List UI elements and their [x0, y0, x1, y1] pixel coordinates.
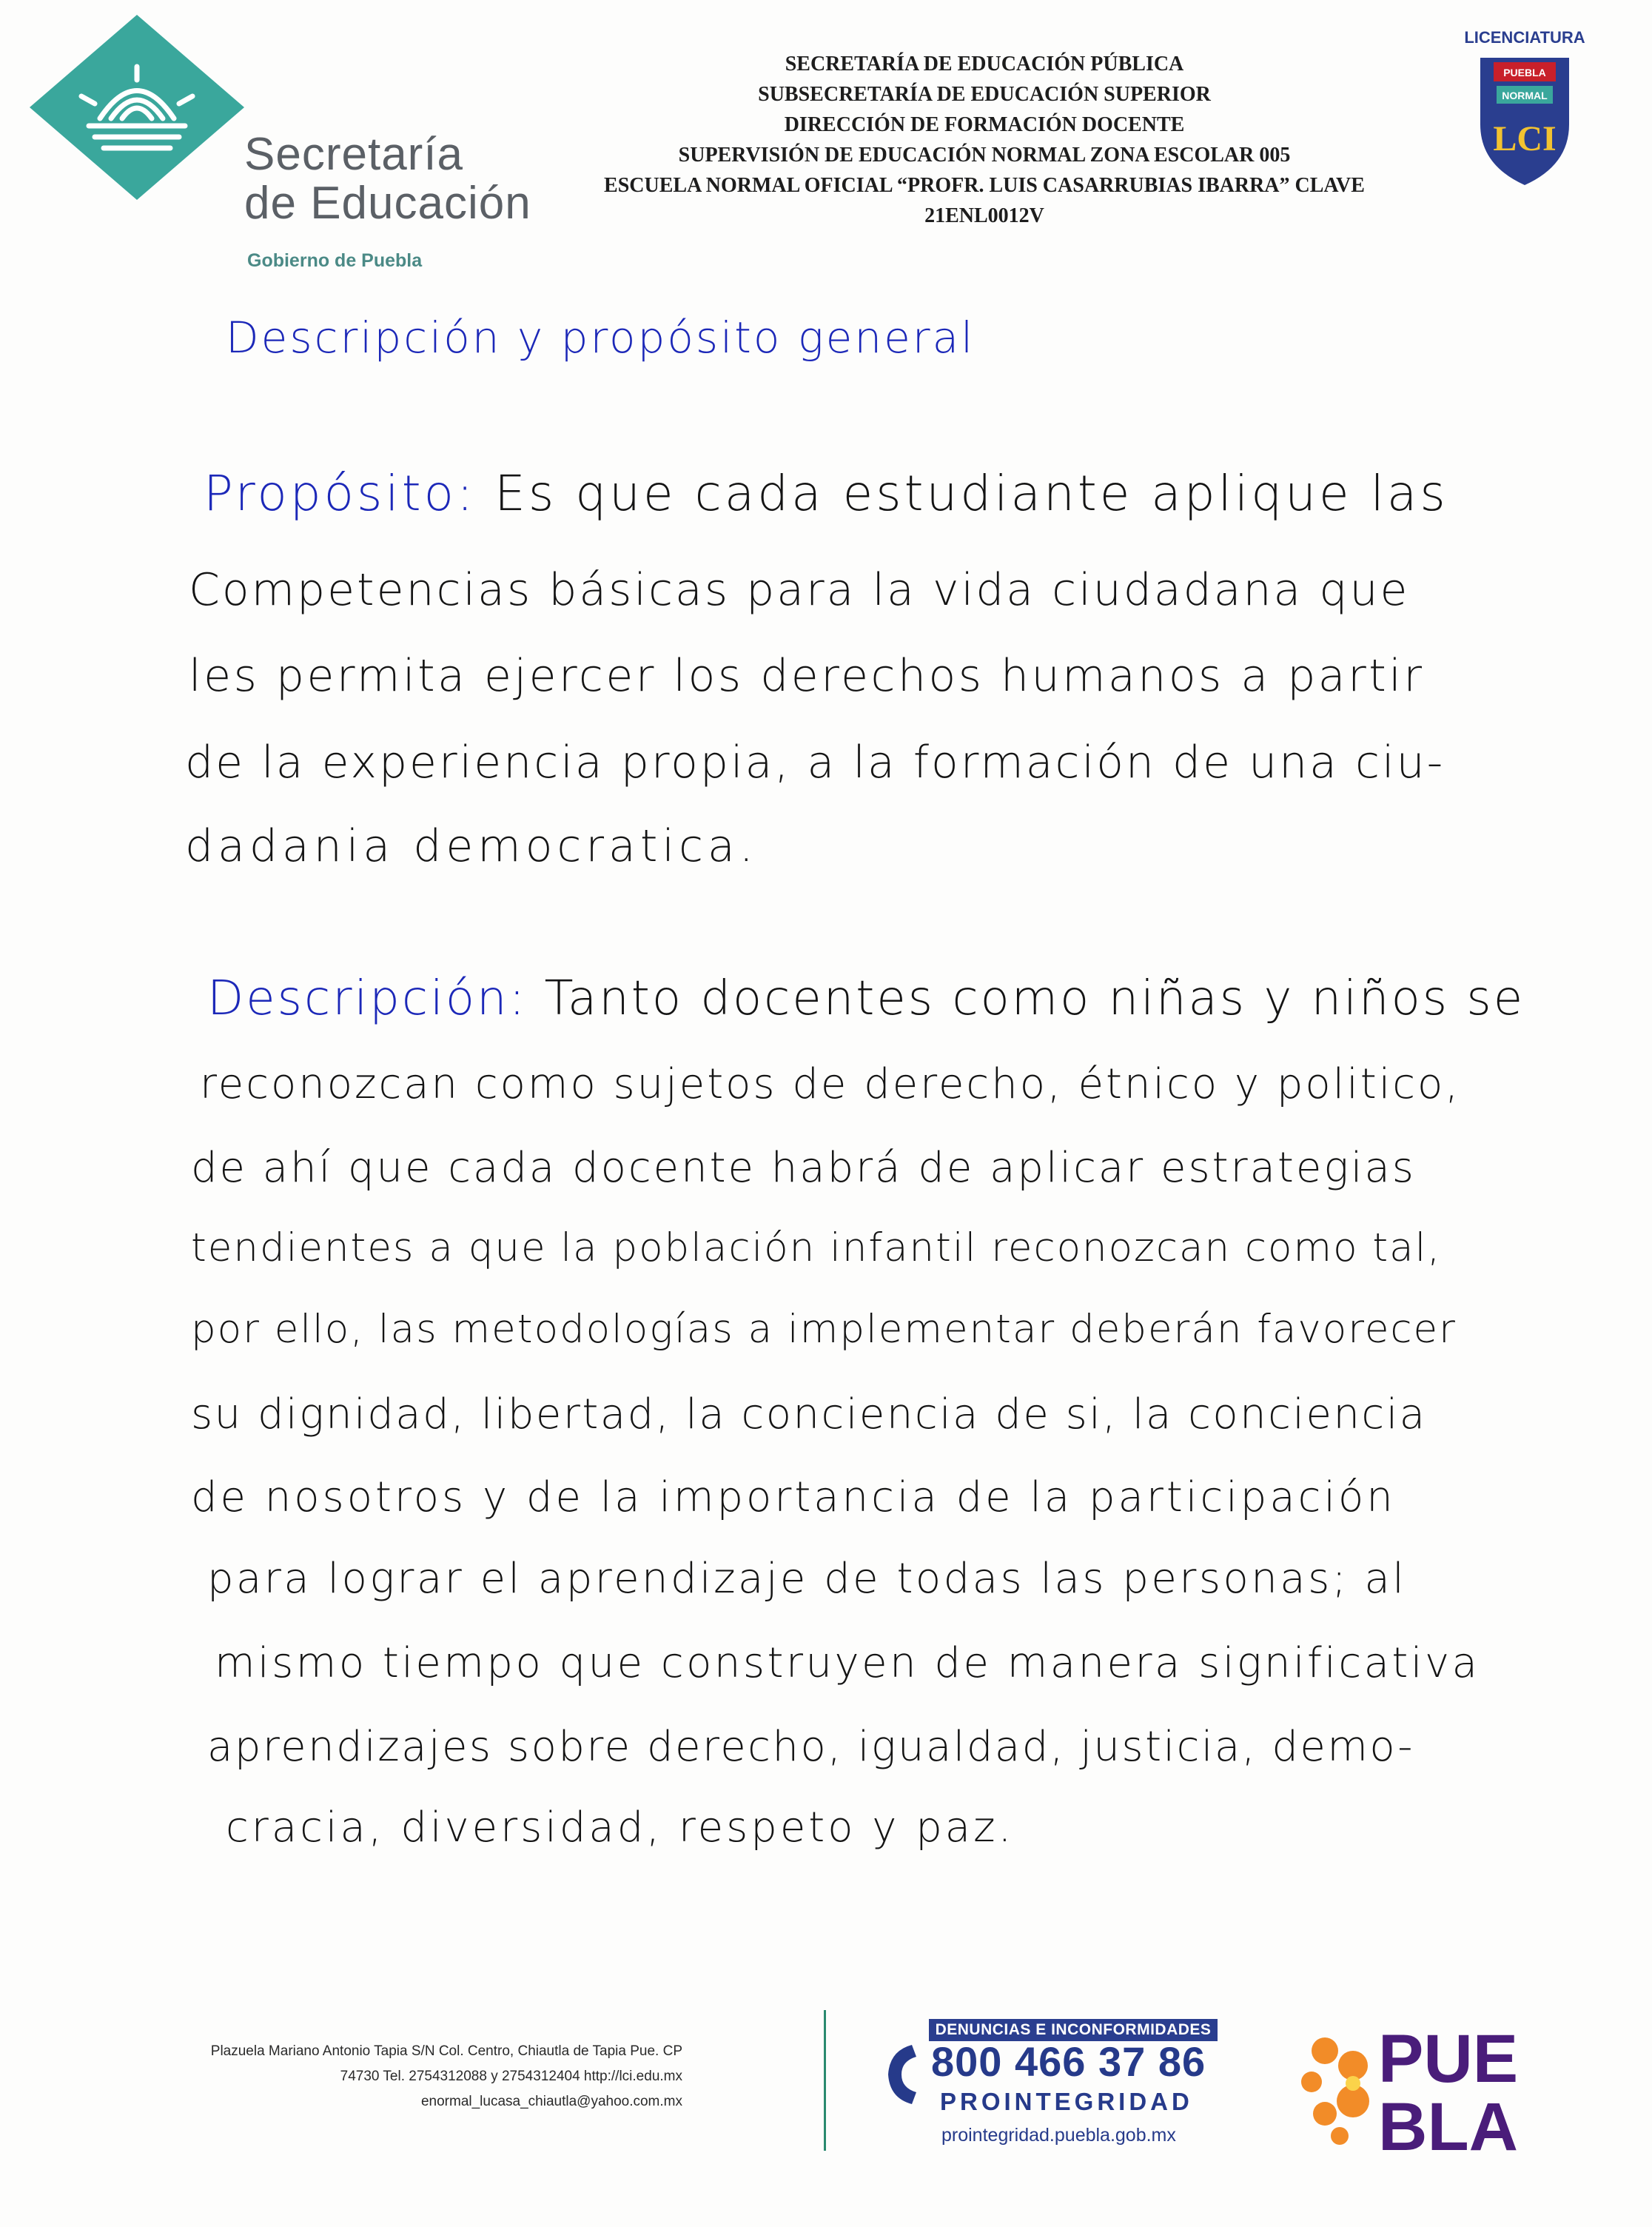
descripcion-line: aprendizajes sobre derecho, igualdad, justicia, demo-: [207, 1723, 1414, 1771]
institution-line: 21ENL0012V: [924, 204, 1044, 227]
school-logo-ribbon-text: PUEBLA: [1503, 67, 1546, 78]
prointegridad-label: PROINTEGRIDAD: [940, 2088, 1193, 2115]
puebla-logo-text-bottom: BLA: [1378, 2089, 1519, 2162]
proposito-line: Competencias básicas para la vida ciudadana que: [189, 564, 1410, 616]
proposito-line: de la experiencia propia, a la formación de una ciu-: [185, 737, 1446, 788]
institution-header: [474, 49, 1495, 231]
phone-icon: [882, 2040, 927, 2109]
school-logo-monogram: LCI: [1493, 119, 1557, 158]
descripcion-text: Tanto docentes como niñas y niños se: [527, 971, 1525, 1026]
descripcion-line: para lograr el aprendizaje de todas las personas; al: [207, 1555, 1407, 1603]
school-logo-arc-text: LICENCIATURA: [1464, 28, 1585, 47]
proposito-text: Es que cada estudiante aplique las: [476, 465, 1448, 522]
document-title: Descripción y propósito general: [226, 312, 976, 363]
descripcion-line: su dignidad, libertad, la conciencia de si, la conciencia: [191, 1390, 1427, 1439]
descripcion-label: Descripción:: [207, 971, 528, 1026]
descripcion-line: por ello, las metodologías a implementar deberán favorecer: [191, 1307, 1457, 1352]
sep-name-line: de Educación: [244, 178, 531, 229]
prointegridad-url: prointegridad.puebla.gob.mx: [941, 2125, 1176, 2146]
proposito-label: Propósito:: [204, 465, 477, 522]
descripcion-line: cracia, diversidad, respeto y paz.: [226, 1804, 1015, 1852]
descripcion-line: reconozcan como sujetos de derecho, étnico y politico,: [200, 1060, 1461, 1108]
proposito-line: les permita ejercer los derechos humanos a partir: [189, 650, 1425, 702]
proposito-line: [204, 465, 1448, 522]
hotline-number: 800 466 37 86: [931, 2038, 1206, 2085]
institution-line: DIRECCIÓN DE FORMACIÓN DOCENTE: [784, 113, 1185, 136]
address-line: Plazuela Mariano Antonio Tapia S/N Col. Centro, Chiautla de Tapia Pue. CP: [210, 2043, 682, 2059]
puebla-logo-icon: [1295, 2014, 1532, 2162]
descripcion-line: de ahí que cada docente habrá de aplicar estrategias: [191, 1144, 1416, 1192]
address-line: 74730 Tel. 2754312088 y 2754312404 http://lci.edu.mx: [340, 2069, 682, 2084]
institution-line: SECRETARÍA DE EDUCACIÓN PÚBLICA: [785, 53, 1184, 76]
sep-government-subtitle: Gobierno de Puebla: [247, 250, 423, 271]
proposito-line: dadania democratica.: [185, 820, 758, 872]
school-address: [211, 2039, 682, 2114]
school-logo-label-text: NORMAL: [1502, 90, 1548, 101]
institution-line: SUBSECRETARÍA DE EDUCACIÓN SUPERIOR: [758, 83, 1211, 106]
school-shield-logo-icon: [1451, 13, 1599, 191]
descripcion-line: tendientes a que la población infantil reconozcan como tal,: [191, 1225, 1442, 1270]
descripcion-line: de nosotros y de la importancia de la participación: [191, 1473, 1396, 1521]
puebla-logo-text-top: PUE: [1378, 2021, 1519, 2097]
address-line: enormal_lucasa_chiautla@yahoo.com.mx: [420, 2094, 682, 2109]
descripcion-line: mismo tiempo que construyen de manera significativa: [215, 1639, 1480, 1687]
descripcion-line: [207, 971, 1525, 1026]
sep-logo-icon: [30, 15, 274, 222]
denuncias-badge: DENUNCIAS E INCONFORMIDADES: [929, 2019, 1218, 2041]
footer-divider: [824, 2010, 826, 2151]
institution-line: ESCUELA NORMAL OFICIAL “PROFR. LUIS CASARRUBIAS IBARRA” CLAVE: [604, 174, 1365, 197]
institution-line: SUPERVISIÓN DE EDUCACIÓN NORMAL ZONA ESCOLAR 005: [678, 144, 1291, 167]
sep-name-line: Secretaría: [244, 129, 464, 180]
